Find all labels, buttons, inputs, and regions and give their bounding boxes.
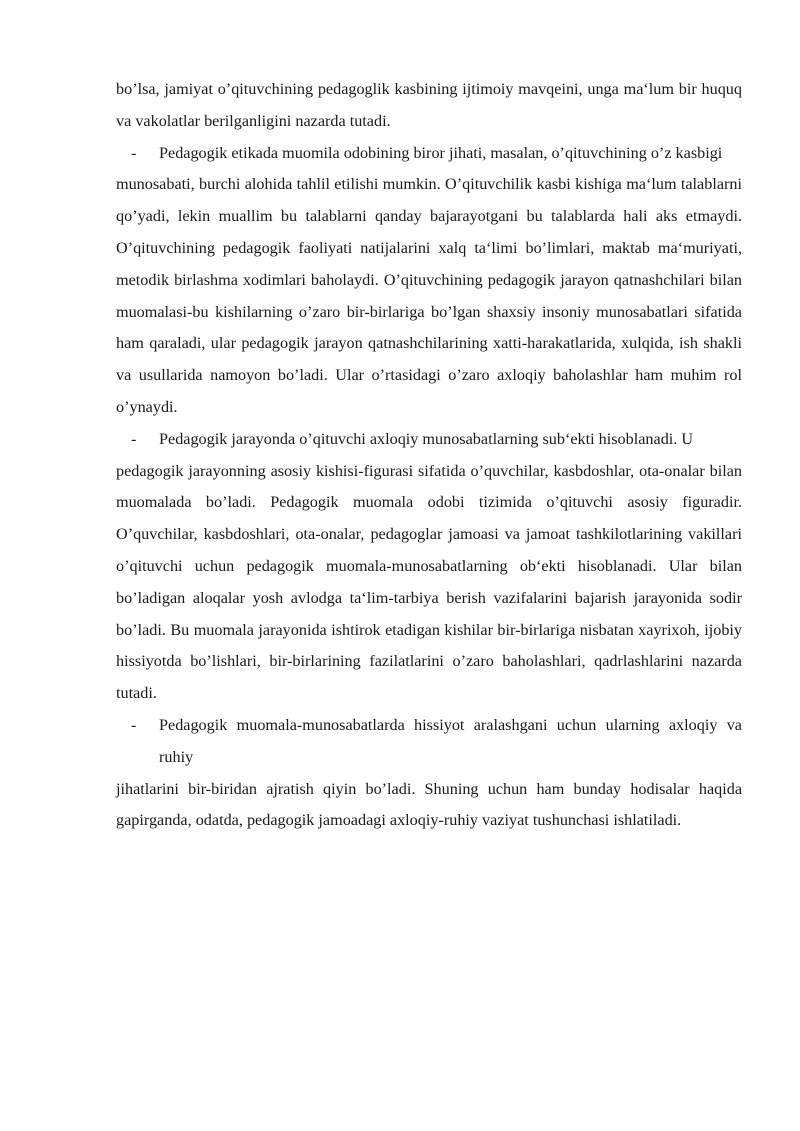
bullet-text: Pedagogik muomala-munosabatlarda hissiyot aralashgani uchun ularning axloqiy va ruhiy <box>159 715 742 766</box>
bullet-text: Pedagogik jarayonda o’qituvchi axloqiy munosabatlarning sub‘ekti hisoblanadi. U <box>159 429 694 448</box>
bullet-marker: - <box>131 429 137 448</box>
bullet-text: Pedagogik etikada muomila odobining biror jihati, masalan, o’qituvchining o’z kasbigi <box>159 143 723 162</box>
bullet-marker: - <box>131 715 137 734</box>
paragraph-3: pedagogik jarayonning asosiy kishisi-figurasi sifatida o’quvchilar, kasbdoshlar, ota-onalar bilan muomalada bo’ladi. Pedagogik muomala odobi tizimida o’qituvchi asosiy figuradir. O’quvchilar, kasbdoshlari, ota-onalar, pedagoglar jamoasi va jamoat tashkilotlarining vakillari o’qituvchi uchun pedagogik muomala-munosabatlarning ob‘ekti hisoblanadi. Ular bilan bo’ladigan aloqalar yosh avlodga ta‘lim-tarbiya berish vazifalarini bajarish jarayonida sodir bo’ladi. Bu muomala jarayonida ishtirok etadigan kishilar bir-birlariga nisbatan xayrixoh, ijobiy hissiyotda bo’lishlari, bir-birlarining fazilatlarini o’zaro baholashlari, qadrlashlarini nazarda tutadi. <box>116 461 742 703</box>
paragraph-1: bo’lsa, jamiyat o’qituvchining pedagoglik kasbining ijtimoiy mavqeini, unga ma‘lum bir huquq va vakolatlar berilganligini nazarda tutadi. <box>116 80 742 130</box>
document-body <box>116 74 742 837</box>
bullet-item-3 <box>116 710 742 774</box>
bullet-item-1 <box>116 138 742 170</box>
paragraph-4: jihatlarini bir-biridan ajratish qiyin bo’ladi. Shuning uchun ham bunday hodisalar haqida gapirganda, odatda, pedagogik jamoadagi axloqiy-ruhiy vaziyat tushunchasi ishlatiladi. <box>116 779 742 830</box>
bullet-marker: - <box>131 143 137 162</box>
paragraph-2: munosabati, burchi alohida tahlil etilishi mumkin. O’qituvchilik kasbi kishiga ma‘lum talablarni qo’yadi, lekin muallim bu talablarni qanday bajarayotgani bu talablarda hali aks etmaydi. O’qituvchining pedagogik faoliyati natijalarini xalq ta‘limi bo’limlari, maktab ma‘muriyati, metodik birlashma xodimlari baholaydi. O’qituvchining pedagogik jarayon qatnashchilari bilan muomalasi-bu kishilarning o’zaro bir-birlariga bo’lgan shaxsiy insoniy munosabatlari sifatida ham qaraladi, ular pedagogik jarayon qatnashchilarining xatti-harakatlarida, xulqida, ish shakli va usullarida namoyon bo’ladi. Ular o’rtasidagi o’zaro axloqiy baholashlar ham muhim rol o’ynaydi. <box>116 175 742 416</box>
bullet-item-2 <box>116 424 742 456</box>
